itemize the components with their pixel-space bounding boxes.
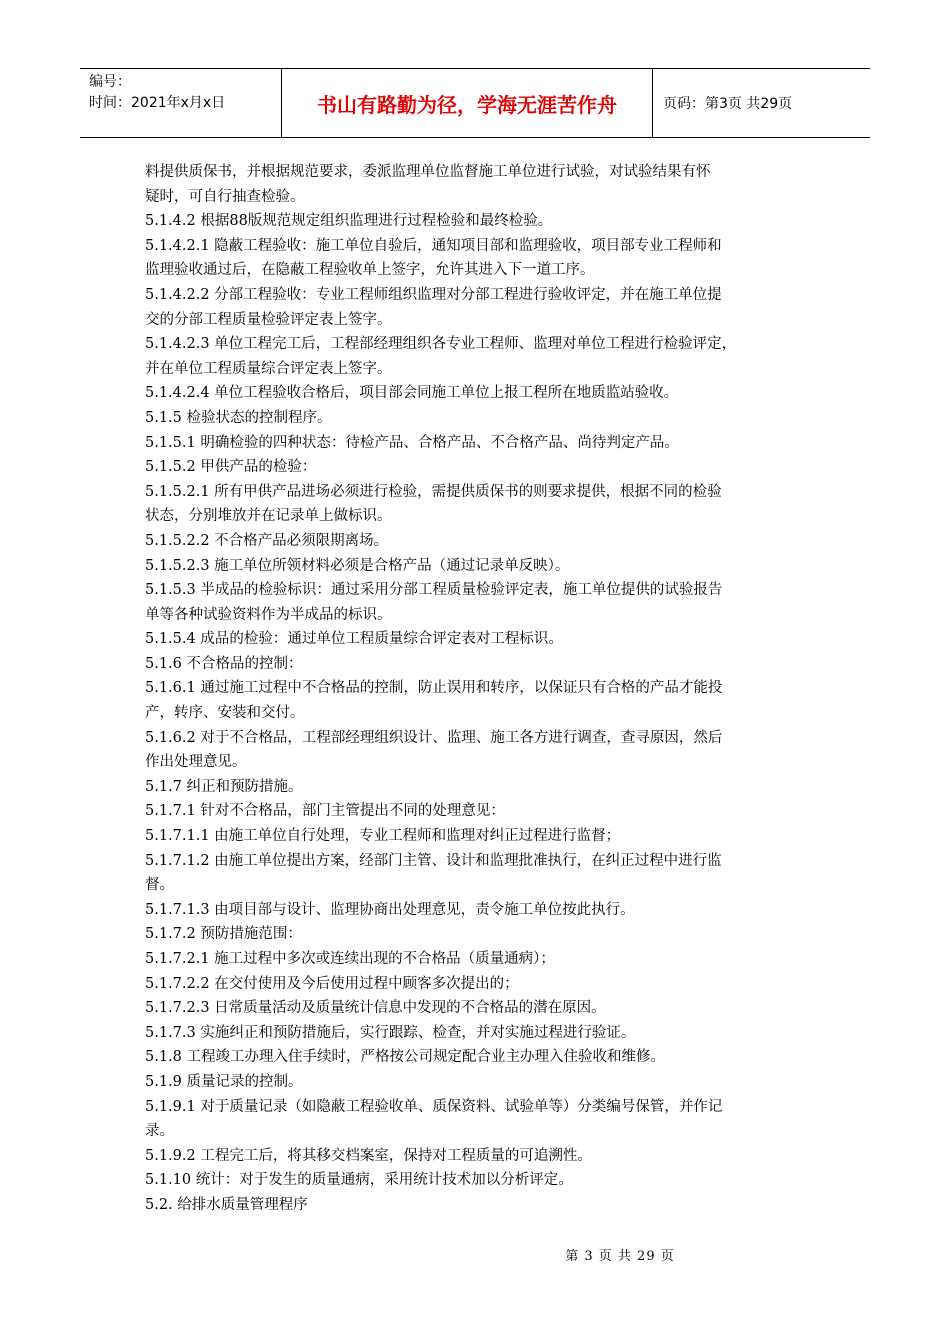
- text-line: 5.1.7.1 针对不合格品，部门主管提出不同的处理意见：: [145, 803, 505, 820]
- header-meta: [80, 69, 282, 137]
- document-body: [145, 160, 815, 1218]
- text-line: 录。: [145, 1123, 174, 1140]
- text-line: 5.1.9 质量记录的控制。: [145, 1073, 303, 1090]
- text-line: 5.1.7.1.1 由施工单位自行处理，专业工程师和监理对纠正过程进行监督；: [145, 828, 621, 845]
- text-line: 5.1.7.2.3 日常质量活动及质量统计信息中发现的不合格品的潜在原因。: [145, 1000, 606, 1017]
- text-line: 5.2. 给排水质量管理程序: [145, 1196, 308, 1213]
- text-line: 5.1.7.1.2 由施工单位提出方案，经部门主管、设计和监理批准执行，在纠正过程中进行监: [145, 852, 722, 869]
- text-line: 5.1.6 不合格品的控制：: [145, 655, 303, 672]
- text-line: 5.1.7.2 预防措施范围：: [145, 926, 302, 943]
- text-line: 5.1.4.2.4 单位工程验收合格后，项目部会同施工单位上报工程所在地质监站验收。: [145, 385, 679, 402]
- text-line: 5.1.5.2 甲供产品的检验：: [145, 459, 317, 476]
- text-line: 状态，分别堆放并在记录单上做标识。: [145, 508, 392, 525]
- text-line: 5.1.10 统计：对于发生的质量通病，采用统计技术加以分析评定。: [145, 1172, 573, 1189]
- text-line: 5.1.9.2 工程完工后，将其移交档案室，保持对工程质量的可追溯性。: [145, 1147, 592, 1164]
- page-header: [80, 68, 870, 138]
- text-line: 作出处理意见。: [145, 754, 247, 771]
- text-line: 5.1.6.1 通过施工过程中不合格品的控制，防止误用和转序，以保证只有合格的产品才能投: [145, 680, 723, 697]
- page-footer: 第 3 页 共 29 页: [565, 1249, 675, 1264]
- text-line: 5.1.4.2.1 隐蔽工程验收：施工单位自验后，通知项目部和监理验收，项目部专业工程师和: [145, 237, 722, 254]
- text-line: 交的分部工程质量检验评定表上签字。: [145, 311, 392, 328]
- text-line: 5.1.7.1.3 由项目部与设计、监理协商出处理意见，责令施工单位按此执行。: [145, 901, 635, 918]
- text-line: 监理验收通过后，在隐蔽工程验收单上签字，允许其进入下一道工序。: [145, 262, 595, 279]
- text-line: 5.1.8 工程竣工办理入住手续时，严格按公司规定配合业主办理入住验收和维修。: [145, 1049, 666, 1066]
- text-line: 5.1.5.4 成品的检验：通过单位工程质量综合评定表对工程标识。: [145, 631, 563, 648]
- number-label: 编号：: [89, 74, 131, 90]
- text-line: 5.1.5 检验状态的控制程序。: [145, 409, 332, 426]
- text-line: 5.1.5.2.2 不合格产品必须限期离场。: [145, 532, 389, 549]
- text-line: 5.1.4.2.3 单位工程完工后，工程部经理组织各专业工程师、监理对单位工程进行检验评定，: [145, 336, 737, 353]
- text-line: 疑时，可自行抽查检验。: [145, 188, 305, 205]
- text-line: 5.1.5.1 明确检验的四种状态：待检产品、合格产品、不合格产品、尚待判定产品。: [145, 434, 679, 451]
- text-line: 5.1.7.3 实施纠正和预防措施后，实行跟踪、检查，并对实施过程进行验证。: [145, 1024, 636, 1041]
- text-line: 5.1.6.2 对于不合格品，工程部经理组织设计、监理、施工各方进行调查，查寻原因，然后: [145, 729, 723, 746]
- text-line: 5.1.4.2 根据88版规范规定组织监理进行过程检验和最终检验。: [145, 213, 553, 230]
- text-line: 5.1.5.2.3 施工单位所领材料必须是合格产品（通过记录单反映）。: [145, 557, 570, 574]
- text-line: 督。: [145, 877, 174, 894]
- text-line: 5.1.4.2.2 分部工程验收：专业工程师组织监理对分部工程进行验收评定，并在施工单位提: [145, 286, 722, 303]
- text-line: 5.1.5.2.1 所有甲供产品进场必须进行检验，需提供质保书的则要求提供，根据不同的检验: [145, 483, 722, 500]
- text-line: 产，转序、安装和交付。: [145, 705, 305, 722]
- text-line: 5.1.5.3 半成品的检验标识：通过采用分部工程质量检验评定表，施工单位提供的试验报告: [145, 582, 723, 599]
- text-line: 料提供质保书，并根据规范要求，委派监理单位监督施工单位进行试验，对试验结果有怀: [145, 164, 711, 180]
- text-line: 5.1.7 纠正和预防措施。: [145, 778, 303, 795]
- header-motto: 书山有路勤为径，学海无涯苦作舟: [282, 69, 653, 137]
- text-line: 5.1.7.2.2 在交付使用及今后使用过程中顾客多次提出的；: [145, 975, 519, 992]
- text-line: 5.1.9.1 对于质量记录（如隐蔽工程验收单、质保资料、试验单等）分类编号保管，并作记: [145, 1098, 723, 1115]
- text-line: 5.1.7.2.1 施工过程中多次或连续出现的不合格品（质量通病）；: [145, 951, 555, 967]
- header-page-info: 页码：第3页 共29页: [663, 96, 793, 112]
- date-label: 时间：2021年x月x日: [89, 95, 226, 111]
- text-line: 并在单位工程质量综合评定表上签字。: [145, 360, 392, 377]
- text-line: 单等各种试验资料作为半成品的标识。: [145, 606, 392, 623]
